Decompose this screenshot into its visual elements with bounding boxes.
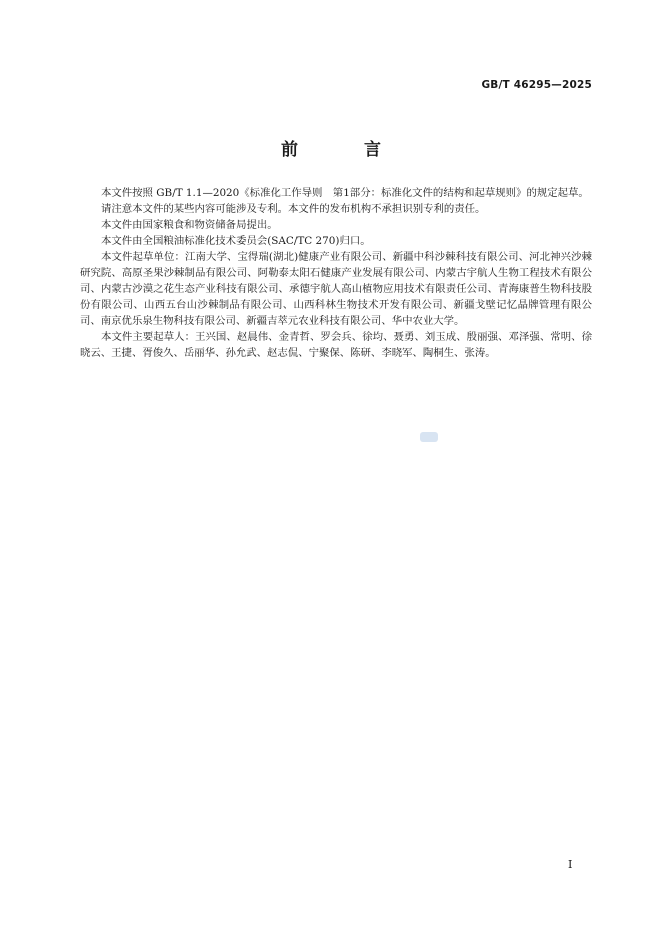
sac-logo-icon <box>420 432 438 442</box>
paragraph-drafters: 本文件主要起草人：王兴国、赵晨伟、金青哲、罗会兵、徐均、聂勇、刘玉成、殷丽强、邓泽强、常明、徐晓云、王捷、胥俊久、岳丽华、孙允武、赵志侃、宁聚保、陈研、李晓军、陶桐生、张涛。 <box>80 331 592 359</box>
page-title: 前 言 <box>281 140 411 160</box>
paragraph-committee: 本文件由全国粮油标准化技术委员会(SAC/TC 270)归口。 <box>101 235 371 247</box>
foreword-body <box>80 185 592 361</box>
paragraph-drafting-units: 本文件起草单位：江南大学、宝得瑞(湖北)健康产业有限公司、新疆中科沙棘科技有限公司、河北神兴沙棘研究院、高原圣果沙棘制品有限公司、阿勒泰太阳石健康产业发展有限公司、内蒙古宇航人生物工程技术有限公司、内蒙古沙漠之花生态产业科技有限公司、承德宇航人高山植物应用技术有限责任公司、青海康普生物科技股份有限公司、山西五台山沙棘制品有限公司、山西科林生物技术开发有限公司、新疆戈壁记忆晶牌管理有限公司、南京优乐泉生物科技有限公司、新疆吉萃元农业科技有限公司、华中农业大学。 <box>80 251 592 327</box>
paragraph-drafting-rules: 本文件按照 GB/T 1.1—2020《标准化工作导则 第1部分：标准化文件的结构和起草规则》的规定起草。 <box>101 187 589 199</box>
paragraph-patent-notice: 请注意本文件的某些内容可能涉及专利。本文件的发布机构不承担识别专利的责任。 <box>101 203 486 215</box>
page-number: I <box>568 858 573 871</box>
paragraph-proposer: 本文件由国家粮食和物资储备局提出。 <box>101 219 278 231</box>
standard-code: GB/T 46295—2025 <box>481 79 592 91</box>
